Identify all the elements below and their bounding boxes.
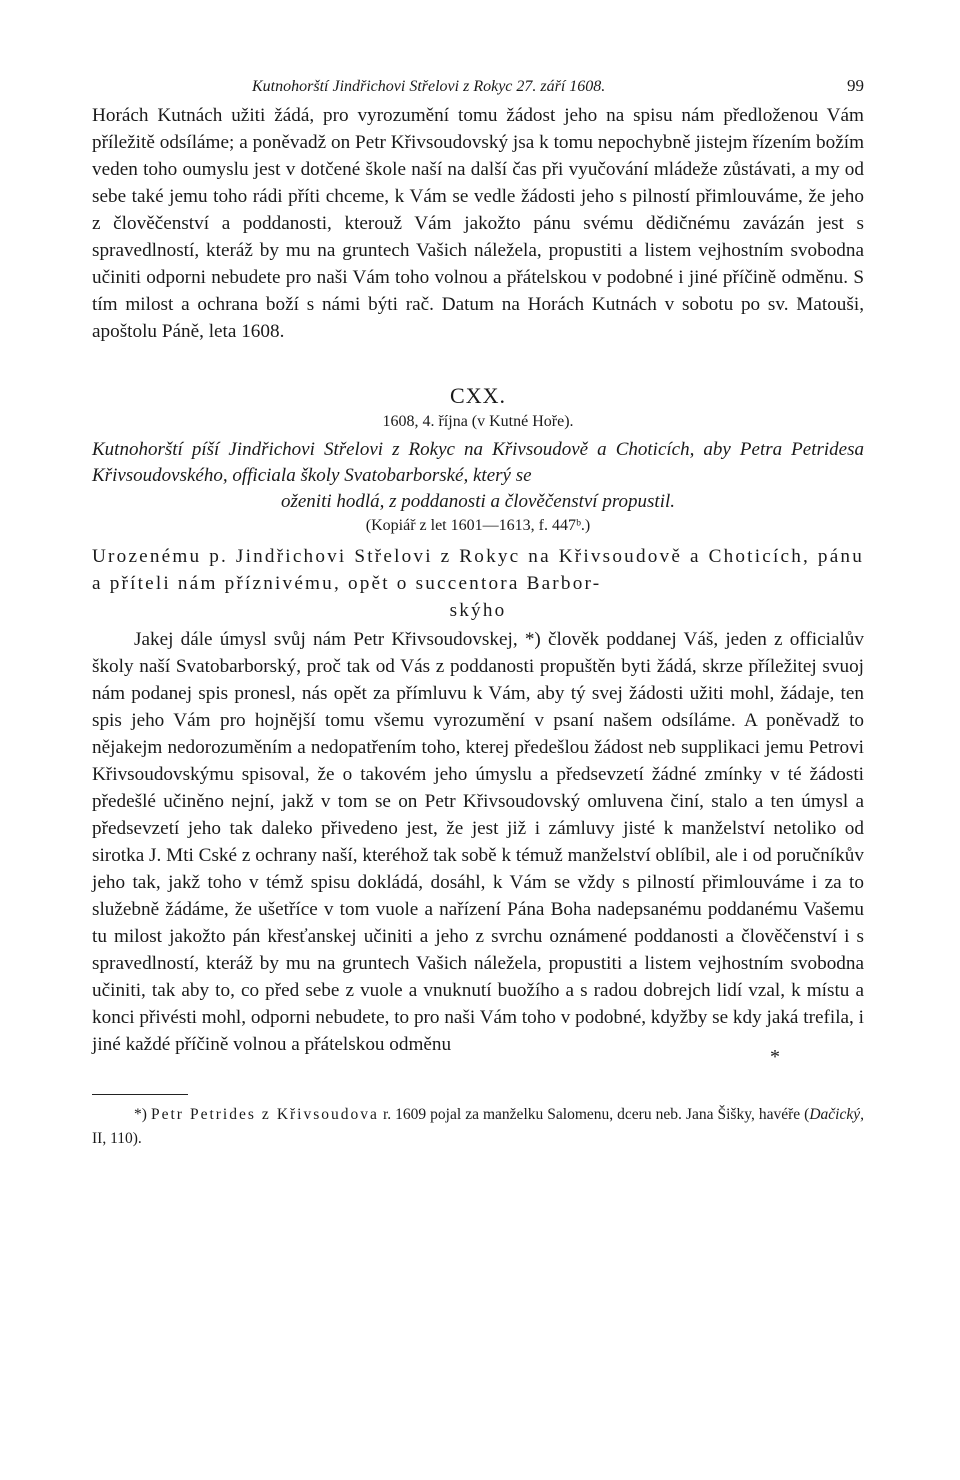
footnote-rule [92, 1094, 188, 1095]
page-number: 99 [847, 76, 864, 95]
footnote-citation: Dačický, [809, 1106, 864, 1123]
document-number: CXX. [450, 383, 506, 408]
footnote-text-1: r. 1609 pojal za manželku Salomenu, dceru neb. Jana Šišky, havéře ( [382, 1106, 810, 1123]
footnote-marker: *) [134, 1106, 147, 1123]
continued-paragraph: Horách Kutnách užiti žádá, pro vyrozumění tomu žádost jeho na spisu nám předloženou Vám příležitě odsíláme; a poněvadž on Petr Křivsoudovský jsa k tomu nepochybně jistejm řízením božím veden toho oumyslu jest v dotčené škole naší na další čas při vyučování mládeže zůstávati, a my od sebe také jemu toho rádi příti chceme, k Vám se vedle žádosti jeho s pilností přimlouváme, že jeho z člověčenství a poddanosti, kterouž Vám jakožto pánu svému dědičnému zavázán jest s spravedlností, kteráž by mu na gruntech Vašich náležela, propustiti a listem vejhostním svobodna učiniti odporni nebudete pro naši Vám toho volnou a přátelskou v podobné i jiné příčině odměnu. S tím milost a ochrana boží s námi býti rač. Datum na Horách Kutnách v sobotu po sv. Matouši, apoštolu Páně, leta 1608. [92, 105, 864, 342]
regest-main: Kutnohorští píší Jindřichovi Střelovi z Rokyc na Křivsoudově a Choticích, aby Petra Petridesa Křivsoudovského, officiala školy Svatobarborské, který se [92, 439, 864, 486]
regest-last-line: oženiti hodlá, z poddanosti a člověčenství propustil. [280, 491, 676, 512]
document-date-place: 1608, 4. října (v Kutné Hoře). [382, 413, 574, 430]
document-source: (Kopiář z let 1601—1613, f. 447ᵇ.) [365, 517, 591, 534]
letter-address-end: skýho [449, 600, 507, 621]
letter-address: Urozenému p. Jindřichovi Střelovi z Rokyc na Křivsoudově a Choticích, pánu a příteli nám příznivému, opět o succentora Barbor- [92, 546, 864, 594]
document-regest [92, 437, 864, 515]
signature-mark: * [770, 1046, 780, 1068]
running-head [92, 72, 864, 102]
letter-body: Jakej dále úmysl svůj nám Petr Křivsoudovskej, *) člověk poddanej Váš, jeden z officialův školy naší Svatobarborský, proč tak od Vás z poddanosti propuštěn byti žádá, skrze příležitej svuoj nám podanej spis pronesl, nás opět za přímluvu k Vám, aby tý svej žádosti užiti mohl, žádaje, ten spis jeho Vám pro hojnější tomu všemu vyrozumění v psaní našem odsíláme. A poněvadž to nějakejm nedorozuměním a nedopatřením toho, kterej předešlou žádost neb supplikaci jemu Petrovi Křivsoudovskýmu spisoval, že o takovém jeho úmyslu a předsevzetí žádné zmínky v té žádosti předešlé učiněno nejní, jakž v tom se on Petr Křivsoudovský omluvena činí, stalo a ten úmysl a předsevzetí jeho tak daleko přivedeno jest, že jest již i zámluvy jisté k manželství netoliko od sirotka J. Mti Cské z ochrany naší, kteréhož tak sobě k témuž manželství oblíbil, ale i od poručníkův jeho tak, jakž toho v témž spisu dokládá, dosáhl, k Vám se vždy s pilností přimlouváme i za to služebně žádáme, že ušetříce v tom vuole a nařízení Pána Boha nadepsanému poddanému Vašemu tu milost jakožto pán křesťanskej učiniti a jeho z svrchu oznámené poddanosti a člověčenství i s spravedlností, kteráž by mu na gruntech Vašich náležela, propustiti a listem vejhostním svobodna učiniti, tak aby to, co před sebe z vuole a vnuknutí buožího a s radou dobrejch lidí vzal, k místu a konci přivésti mohl, odporni nebudete, to pro naši Vám toho v podobné, kdyžby se kdy jaká trefila, i jiné každé příčině volnou a přátelskou odměnu [92, 629, 864, 1055]
running-title: Kutnohorští Jindřichovi Střelovi z Rokyc 27. září 1608. [252, 78, 606, 95]
footnote [92, 1103, 864, 1151]
footnote-name: Petr Petrides z Křivsoudova [150, 1106, 379, 1123]
page [92, 72, 864, 1151]
footnote-text-2: II, 110). [92, 1130, 142, 1147]
